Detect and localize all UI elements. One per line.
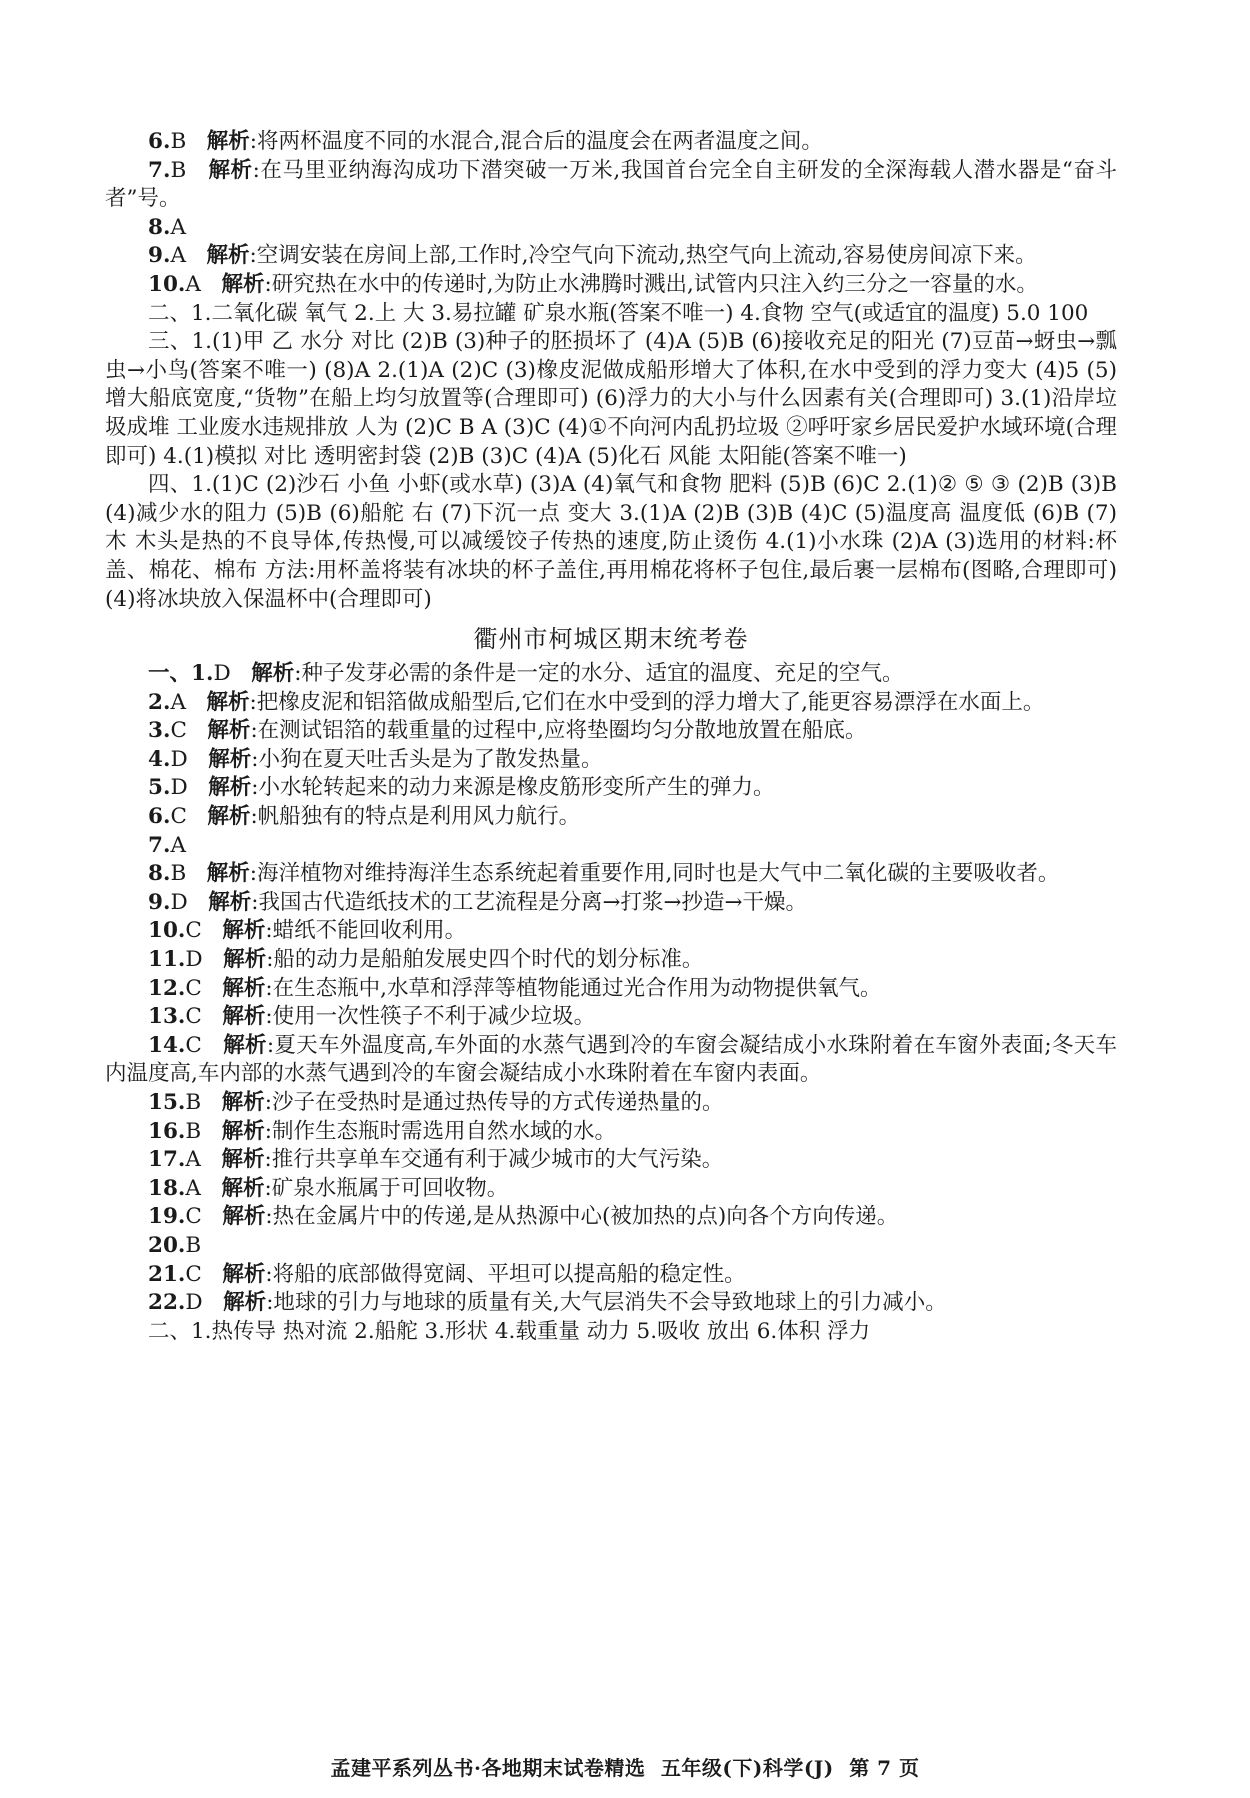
answer-item: 2.A 解析:把橡皮泥和铝箔做成船型后,它们在水中受到的浮力增大了,能更容易漂浮在水面上。: [148, 689, 1045, 715]
page-number: 第 7 页: [849, 1756, 920, 1780]
page-footer: [0, 1752, 1250, 1781]
answer-item: 13.C 解析:使用一次性筷子不利于减少垃圾。: [148, 1004, 596, 1030]
answer-item: 3.C 解析:在测试铝箔的载重量的过程中,应将垫圈均匀分散地放置在船底。: [148, 718, 867, 744]
answer-item: 5.D 解析:小水轮转起来的动力来源是橡皮筋形变所产生的弹力。: [148, 775, 775, 801]
answer-item: 9.D 解析:我国古代造纸技术的工艺流程是分离→打浆→抄造→干燥。: [148, 889, 808, 915]
answer-item: 10.C 解析:蜡纸不能回收利用。: [148, 918, 467, 944]
fill-blank-answers: 二、1.热传导 热对流 2.船舵 3.形状 4.载重量 动力 5.吸收 放出 6.体积 浮力: [148, 1318, 871, 1344]
answer-item: 21.C 解析:将船的底部做得宽阔、平坦可以提高船的稳定性。: [148, 1261, 746, 1287]
answer-item: 18.A 解析:矿泉水瓶属于可回收物。: [148, 1175, 509, 1201]
answer-item: 6.C 解析:帆船独有的特点是利用风力航行。: [148, 804, 581, 830]
answer-item: 22.D 解析:地球的引力与地球的质量有关,大气层消失不会导致地球上的引力减小。: [148, 1290, 947, 1316]
answer-item: 10.A 解析:研究热在水中的传递时,为防止水沸腾时溅出,试管内只注入约三分之一容量的水。: [148, 271, 1038, 297]
answer-item: 20.B: [148, 1232, 202, 1258]
answer-item: 12.C 解析:在生态瓶中,水草和浮萍等植物能通过光合作用为动物提供氧气。: [148, 975, 882, 1001]
answer-item: 11.D 解析:船的动力是船舶发展史四个时代的划分标准。: [148, 947, 704, 973]
comprehensive-answers: 四、1.(1)C (2)沙石 小鱼 小虾(或水草) (3)A (4)氧气和食物 肥料 (5)B (6)C 2.(1)② ⑤ ③ (2)B (3)B (4)减少水的阻力 (5)B (6)船舵 右 (7)下沉一点 变大 3.(1)A (2)B (3)B (4)C (5)温度高 温度低 (6)B (7)木 木头是热的不良导体,传热慢,可以减缓饺子传热的速度,防止烫伤 4.(1)小水珠 (2)A (3)选用的材料:杯盖、棉花、棉布 方法:用杯盖将装有冰块的杯子盖住,再用棉花将杯子包住,最后裹一层棉布(图略,合理即可) (4)将冰块放入保温杯中(合理即可): [105, 472, 1117, 612]
answer-item: 8.B 解析:海洋植物对维持海洋生态系统起着重要作用,同时也是大气中二氧化碳的主要吸收者。: [148, 861, 1060, 887]
answer-item: 16.B 解析:制作生态瓶时需选用自然水域的水。: [148, 1118, 616, 1144]
answer-content: [105, 128, 1117, 1346]
inquiry-answers: 三、1.(1)甲 乙 水分 对比 (2)B (3)种子的胚损坏了 (4)A (5)B (6)接收充足的阳光 (7)豆苗→蚜虫→瓢虫→小鸟(答案不唯一) (8)A 2.(1)A (2)C (3)橡皮泥做成船形增大了体积,在水中受到的浮力变大 (4)5 (5)增大船底宽度,“货物”在船上均匀放置等(合理即可) (6)浮力的大小与什么因素有关(合理即可) 3.(1)沿岸垃圾成堆 工业废水违规排放 人为 (2)C B A (3)C (4)①不向河内乱扔垃圾 ②呼吁家乡居民爱护水域环境(合理即可) 4.(1)模拟 对比 透明密封袋 (2)B (3)C (4)A (5)化石 风能 太阳能(答案不唯一): [105, 329, 1117, 469]
answer-item: 17.A 解析:推行共享单车交通有利于减少城市的大气污染。: [148, 1147, 724, 1173]
answer-item: 7.B 解析:在马里亚纳海沟成功下潜突破一万米,我国首台完全自主研发的全深海载人潜水器是“奋斗者”号。: [105, 157, 1117, 212]
answer-item: 14.C 解析:夏天车外温度高,车外面的水蒸气遇到冷的车窗会凝结成小水珠附着在车窗外表面;冬天车内温度高,车内部的水蒸气遇到冷的车窗会凝结成小水珠附着在车窗内表面。: [105, 1032, 1117, 1087]
answer-item: 7.A: [148, 832, 186, 858]
answer-item: 9.A 解析:空调安装在房间上部,工作时,冷空气向下流动,热空气向上流动,容易使房间凉下来。: [148, 243, 1037, 269]
answer-item: 4.D 解析:小狗在夏天吐舌头是为了散发热量。: [148, 746, 603, 772]
answer-item: 15.B 解析:沙子在受热时是通过热传导的方式传递热量的。: [148, 1090, 724, 1115]
answer-item: 6.B 解析:将两杯温度不同的水混合,混合后的温度会在两者温度之间。: [148, 129, 823, 154]
answer-item: 一、1.D 解析:种子发芽必需的条件是一定的水分、适宜的温度、充足的空气。: [148, 661, 904, 687]
fill-blank-answers: 二、1.二氧化碳 氧气 2.上 大 3.易拉罐 矿泉水瓶(答案不唯一) 4.食物 空气(或适宜的温度) 5.0 100: [148, 300, 1089, 326]
book-series: 孟建平系列丛书·各地期末试卷精选: [330, 1756, 646, 1780]
section-title: 衢州市柯城区期末统考卷: [473, 625, 749, 654]
answer-item: 19.C 解析:热在金属片中的传递,是从热源中心(被加热的点)向各个方向传递。: [148, 1204, 899, 1230]
answer-item: 8.A: [148, 214, 186, 240]
grade-subject: 五年级(下)科学(J): [660, 1756, 834, 1780]
